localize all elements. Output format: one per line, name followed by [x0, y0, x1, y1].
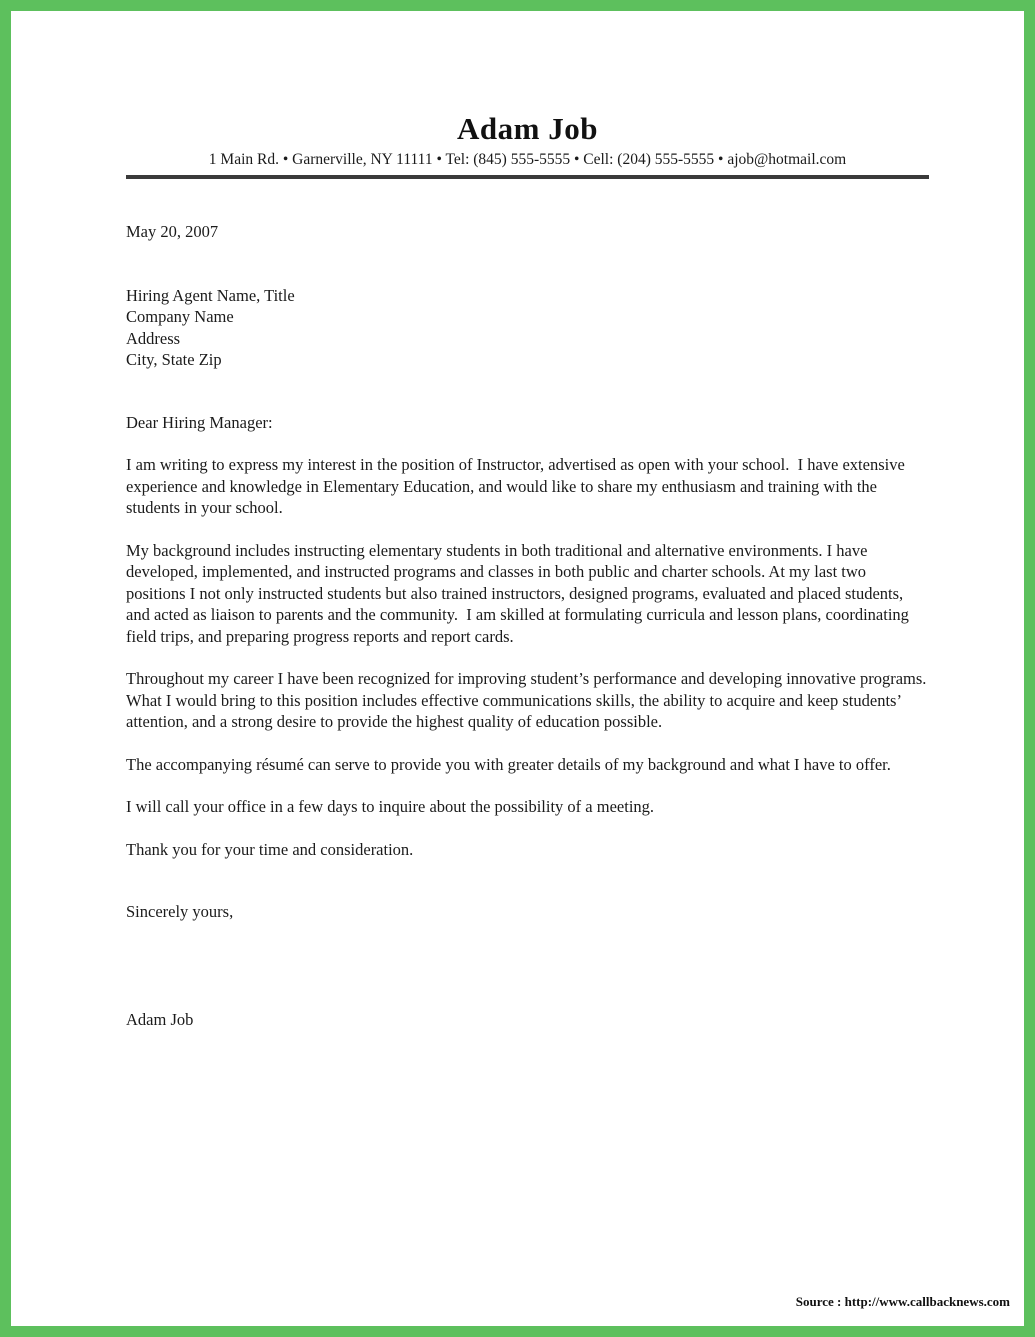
recipient-company: Company Name: [126, 307, 234, 326]
sender-contact-line: 1 Main Rd. • Garnerville, NY 11111 • Tel: (845) 555-5555 • Cell: (204) 555-5555 • ajob@hotmail.com: [208, 151, 847, 168]
sender-name: Adam Job: [457, 111, 598, 146]
signature-name: Adam Job: [126, 1009, 194, 1029]
letter-header: [126, 111, 929, 179]
recipient-city-state-zip: City, State Zip: [126, 350, 222, 369]
body-paragraph: The accompanying résumé can serve to provide you with greater details of my background and what I have to offer.: [126, 754, 891, 774]
source-attribution: Source : http://www.callbacknews.com: [795, 1294, 1010, 1309]
letter-date: May 20, 2007: [126, 222, 219, 241]
recipient-name-title: Hiring Agent Name, Title: [126, 285, 295, 305]
header-divider: [126, 175, 929, 179]
recipient-block: [126, 285, 929, 371]
salutation: Dear Hiring Manager:: [126, 412, 273, 432]
letter-content: [11, 111, 1024, 1030]
closing-line: Sincerely yours,: [126, 902, 234, 921]
body-paragraph: I am writing to express my interest in the position of Instructor, advertised as open with your school. I have extensive experience and knowledge in Elementary Education, and would like to share my enthusiasm and training with the students in your school.: [126, 455, 909, 517]
body-paragraph: I will call your office in a few days to inquire about the possibility of a meeting.: [126, 797, 655, 816]
recipient-address: Address: [126, 328, 181, 348]
body-paragraph: Throughout my career I have been recognized for improving student’s performance and developing innovative programs. What I would bring to this position includes effective communications skills, the ability to acquire and keep students’ attention, and a strong desire to provide the highest quality of education possible.: [126, 669, 935, 731]
body-paragraph: Thank you for your time and consideration.: [126, 839, 414, 859]
body-paragraph: My background includes instructing elementary students in both traditional and alternative environments. I have developed, implemented, and instructed programs and classes in both public and charter schools. At my last two positions I not only instructed students but also trained instructors, designed programs, evaluated and placed students, and acted as liaison to parents and the community. I am skilled at formulating curricula and lesson plans, coordinating field trips, and preparing progress reports and report cards.: [126, 540, 914, 646]
